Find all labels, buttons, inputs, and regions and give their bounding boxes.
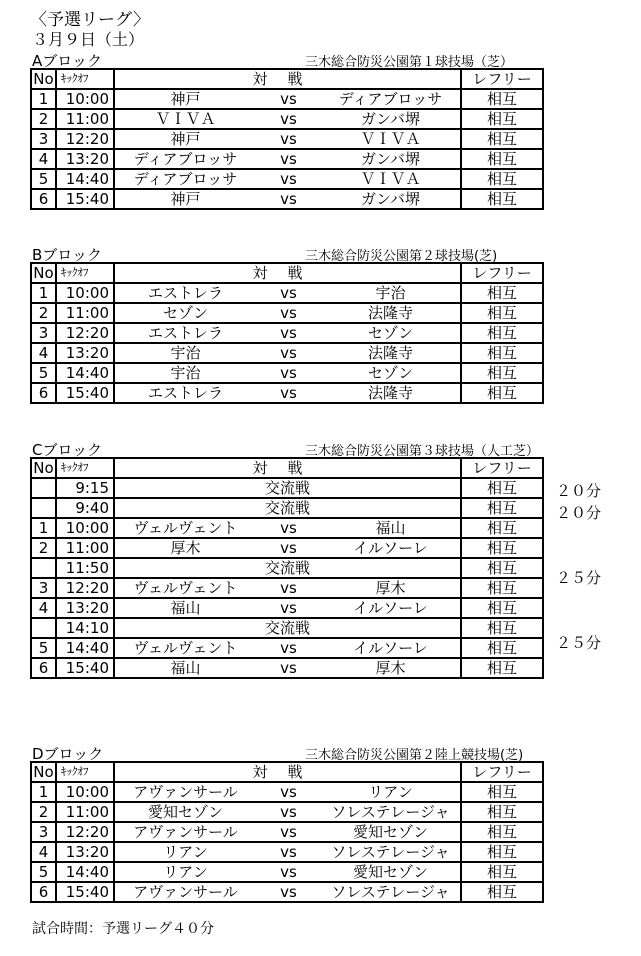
away-team: ＶＩＶＡ [321, 169, 461, 189]
match-number: 4 [31, 598, 56, 618]
match-number [31, 618, 56, 638]
kickoff-time: 11:00 [56, 109, 114, 129]
match-row [31, 149, 543, 169]
exchange-match-label: 交流戦 [114, 618, 461, 638]
away-team: 法隆寺 [321, 343, 461, 363]
kickoff-time: 15:40 [56, 882, 114, 902]
venue-label: 三木総合防災公園第３球技場（人工芝） [305, 444, 540, 459]
match-row [31, 862, 543, 882]
home-team: ディアブロッサ [114, 149, 256, 169]
match-number: 6 [31, 383, 56, 403]
block-label: Aブロック [32, 52, 102, 70]
home-team: エストレラ [114, 323, 256, 343]
vs-label: vs [256, 323, 321, 343]
header-kickoff: ｷｯｸｵﾌ [56, 263, 114, 283]
referee: 相互 [461, 558, 543, 578]
referee: 相互 [461, 363, 543, 383]
kickoff-time: 13:20 [56, 149, 114, 169]
referee: 相互 [461, 303, 543, 323]
header-no: No [31, 458, 56, 478]
match-number: 6 [31, 882, 56, 902]
vs-label: vs [256, 189, 321, 209]
venue-label: 三木総合防災公園第２陸上競技場(芝) [305, 748, 524, 763]
referee: 相互 [461, 882, 543, 902]
away-team: 厚木 [321, 578, 461, 598]
match-row [31, 598, 543, 618]
referee: 相互 [461, 89, 543, 109]
kickoff-time: 14:10 [56, 618, 114, 638]
match-row [31, 882, 543, 902]
match-row [31, 842, 543, 862]
referee: 相互 [461, 478, 543, 498]
match-duration-note: 試合時間：予選リーグ４０分 [32, 921, 214, 937]
match-number: 6 [31, 189, 56, 209]
match-row [31, 189, 543, 209]
referee: 相互 [461, 782, 543, 802]
match-row [31, 578, 543, 598]
home-team: 福山 [114, 658, 256, 678]
away-team: 厚木 [321, 658, 461, 678]
referee: 相互 [461, 518, 543, 538]
match-number: 2 [31, 538, 56, 558]
match-row [31, 538, 543, 558]
home-team: 厚木 [114, 538, 256, 558]
block-label: Dブロック [32, 745, 104, 763]
home-team: 神戸 [114, 129, 256, 149]
exchange-match-row [31, 618, 543, 638]
header-referee: レフリー [461, 458, 543, 478]
header-referee: レフリー [461, 263, 543, 283]
referee: 相互 [461, 109, 543, 129]
match-number: 1 [31, 283, 56, 303]
schedule-table [30, 262, 544, 404]
home-team: ディアブロッサ [114, 169, 256, 189]
match-number: 3 [31, 323, 56, 343]
duration-note: ２０分 [556, 481, 602, 500]
duration-note: ２０分 [556, 503, 602, 522]
match-number: 2 [31, 303, 56, 323]
header-match: 対戦 [114, 69, 461, 89]
home-team: ヴェルヴェント [114, 578, 256, 598]
kickoff-time: 12:20 [56, 822, 114, 842]
vs-label: vs [256, 363, 321, 383]
away-team: 福山 [321, 518, 461, 538]
match-row [31, 343, 543, 363]
header-referee: レフリー [461, 69, 543, 89]
kickoff-time: 10:00 [56, 782, 114, 802]
match-number [31, 498, 56, 518]
kickoff-time: 10:00 [56, 89, 114, 109]
referee: 相互 [461, 658, 543, 678]
referee: 相互 [461, 149, 543, 169]
away-team: 愛知セゾン [321, 822, 461, 842]
kickoff-time: 14:40 [56, 638, 114, 658]
header-no: No [31, 69, 56, 89]
vs-label: vs [256, 89, 321, 109]
referee: 相互 [461, 343, 543, 363]
match-number: 4 [31, 149, 56, 169]
away-team: 法隆寺 [321, 383, 461, 403]
home-team: 神戸 [114, 89, 256, 109]
home-team: 愛知セゾン [114, 802, 256, 822]
match-number: 1 [31, 518, 56, 538]
header-no: No [31, 263, 56, 283]
away-team: セゾン [321, 323, 461, 343]
exchange-match-row [31, 498, 543, 518]
header-match: 対戦 [114, 762, 461, 782]
away-team: リアン [321, 782, 461, 802]
kickoff-time: 13:20 [56, 343, 114, 363]
vs-label: vs [256, 842, 321, 862]
match-number: 3 [31, 822, 56, 842]
kickoff-time: 14:40 [56, 169, 114, 189]
vs-label: vs [256, 882, 321, 902]
vs-label: vs [256, 303, 321, 323]
exchange-match-label: 交流戦 [114, 558, 461, 578]
referee: 相互 [461, 538, 543, 558]
vs-label: vs [256, 638, 321, 658]
referee: 相互 [461, 842, 543, 862]
vs-label: vs [256, 802, 321, 822]
referee: 相互 [461, 802, 543, 822]
home-team: エストレラ [114, 383, 256, 403]
match-date: ３月９日（土） [32, 30, 145, 49]
home-team: アヴァンサール [114, 822, 256, 842]
match-row [31, 518, 543, 538]
block-label: Cブロック [32, 441, 103, 459]
away-team: 宇治 [321, 283, 461, 303]
match-row [31, 283, 543, 303]
vs-label: vs [256, 862, 321, 882]
referee: 相互 [461, 862, 543, 882]
exchange-match-row [31, 478, 543, 498]
exchange-match-label: 交流戦 [114, 498, 461, 518]
home-team: セゾン [114, 303, 256, 323]
vs-label: vs [256, 149, 321, 169]
match-number: 2 [31, 109, 56, 129]
vs-label: vs [256, 782, 321, 802]
vs-label: vs [256, 283, 321, 303]
match-number: 2 [31, 802, 56, 822]
kickoff-time: 13:20 [56, 842, 114, 862]
match-row [31, 303, 543, 323]
referee: 相互 [461, 578, 543, 598]
header-kickoff: ｷｯｸｵﾌ [56, 762, 114, 782]
match-number [31, 558, 56, 578]
home-team: 福山 [114, 598, 256, 618]
exchange-match-label: 交流戦 [114, 478, 461, 498]
referee: 相互 [461, 323, 543, 343]
home-team: エストレラ [114, 283, 256, 303]
duration-note: ２５分 [556, 569, 602, 587]
home-team: リアン [114, 842, 256, 862]
page-title: 〈予選リーグ〉 [30, 10, 150, 30]
home-team: ヴェルヴェント [114, 638, 256, 658]
vs-label: vs [256, 343, 321, 363]
vs-label: vs [256, 538, 321, 558]
table-header-row [31, 762, 543, 782]
schedule-table [30, 761, 544, 903]
match-number: 3 [31, 129, 56, 149]
table-header-row [31, 458, 543, 478]
kickoff-time: 10:00 [56, 283, 114, 303]
referee: 相互 [461, 129, 543, 149]
vs-label: vs [256, 822, 321, 842]
venue-label: 三木総合防災公園第１球技場（芝） [305, 55, 514, 70]
schedule-table [30, 68, 544, 210]
vs-label: vs [256, 383, 321, 403]
away-team: ＶＩＶＡ [321, 129, 461, 149]
header-match: 対戦 [114, 458, 461, 478]
away-team: ソレステレージャ [321, 802, 461, 822]
kickoff-time: 9:40 [56, 498, 114, 518]
match-row [31, 129, 543, 149]
schedule-table [30, 457, 544, 679]
referee: 相互 [461, 283, 543, 303]
match-row [31, 89, 543, 109]
match-row [31, 822, 543, 842]
match-number: 1 [31, 782, 56, 802]
home-team: アヴァンサール [114, 782, 256, 802]
header-match: 対戦 [114, 263, 461, 283]
referee: 相互 [461, 618, 543, 638]
away-team: イルソーレ [321, 538, 461, 558]
kickoff-time: 15:40 [56, 383, 114, 403]
home-team: リアン [114, 862, 256, 882]
match-number: 3 [31, 578, 56, 598]
vs-label: vs [256, 169, 321, 189]
kickoff-time: 12:20 [56, 323, 114, 343]
match-row [31, 383, 543, 403]
match-row [31, 109, 543, 129]
match-number: 5 [31, 638, 56, 658]
header-referee: レフリー [461, 762, 543, 782]
away-team: ソレステレージャ [321, 842, 461, 862]
venue-label: 三木総合防災公園第２球技場(芝) [305, 249, 498, 264]
match-number: 6 [31, 658, 56, 678]
kickoff-time: 11:00 [56, 538, 114, 558]
home-team: ヴェルヴェント [114, 518, 256, 538]
kickoff-time: 11:50 [56, 558, 114, 578]
match-number: 5 [31, 363, 56, 383]
home-team: 宇治 [114, 343, 256, 363]
match-row [31, 638, 543, 658]
match-number: 4 [31, 343, 56, 363]
referee: 相互 [461, 638, 543, 658]
home-team: 神戸 [114, 189, 256, 209]
match-row [31, 323, 543, 343]
kickoff-time: 11:00 [56, 303, 114, 323]
kickoff-time: 14:40 [56, 862, 114, 882]
kickoff-time: 12:20 [56, 129, 114, 149]
kickoff-time: 13:20 [56, 598, 114, 618]
exchange-match-row [31, 558, 543, 578]
match-number: 1 [31, 89, 56, 109]
referee: 相互 [461, 598, 543, 618]
referee: 相互 [461, 169, 543, 189]
away-team: ディアブロッサ [321, 89, 461, 109]
home-team: 宇治 [114, 363, 256, 383]
away-team: ソレステレージャ [321, 882, 461, 902]
match-number: 5 [31, 169, 56, 189]
home-team: アヴァンサール [114, 882, 256, 902]
kickoff-time: 15:40 [56, 658, 114, 678]
header-no: No [31, 762, 56, 782]
match-row [31, 802, 543, 822]
referee: 相互 [461, 383, 543, 403]
duration-note: ２５分 [556, 634, 602, 653]
match-row [31, 363, 543, 383]
away-team: ガンバ堺 [321, 149, 461, 169]
kickoff-time: 9:15 [56, 478, 114, 498]
away-team: 法隆寺 [321, 303, 461, 323]
match-number: 5 [31, 862, 56, 882]
referee: 相互 [461, 498, 543, 518]
table-header-row [31, 69, 543, 89]
away-team: イルソーレ [321, 598, 461, 618]
vs-label: vs [256, 129, 321, 149]
kickoff-time: 15:40 [56, 189, 114, 209]
match-number [31, 478, 56, 498]
away-team: 愛知セゾン [321, 862, 461, 882]
header-kickoff: ｷｯｸｵﾌ [56, 458, 114, 478]
kickoff-time: 14:40 [56, 363, 114, 383]
away-team: イルソーレ [321, 638, 461, 658]
kickoff-time: 11:00 [56, 802, 114, 822]
table-header-row [31, 263, 543, 283]
away-team: セゾン [321, 363, 461, 383]
block-label: Bブロック [32, 246, 102, 264]
away-team: ガンバ堺 [321, 189, 461, 209]
header-kickoff: ｷｯｸｵﾌ [56, 69, 114, 89]
home-team: ＶＩＶＡ [114, 109, 256, 129]
referee: 相互 [461, 189, 543, 209]
kickoff-time: 10:00 [56, 518, 114, 538]
referee: 相互 [461, 822, 543, 842]
vs-label: vs [256, 658, 321, 678]
match-row [31, 169, 543, 189]
kickoff-time: 12:20 [56, 578, 114, 598]
match-row [31, 782, 543, 802]
vs-label: vs [256, 109, 321, 129]
vs-label: vs [256, 598, 321, 618]
match-number: 4 [31, 842, 56, 862]
match-row [31, 658, 543, 678]
away-team: ガンバ堺 [321, 109, 461, 129]
vs-label: vs [256, 518, 321, 538]
vs-label: vs [256, 578, 321, 598]
